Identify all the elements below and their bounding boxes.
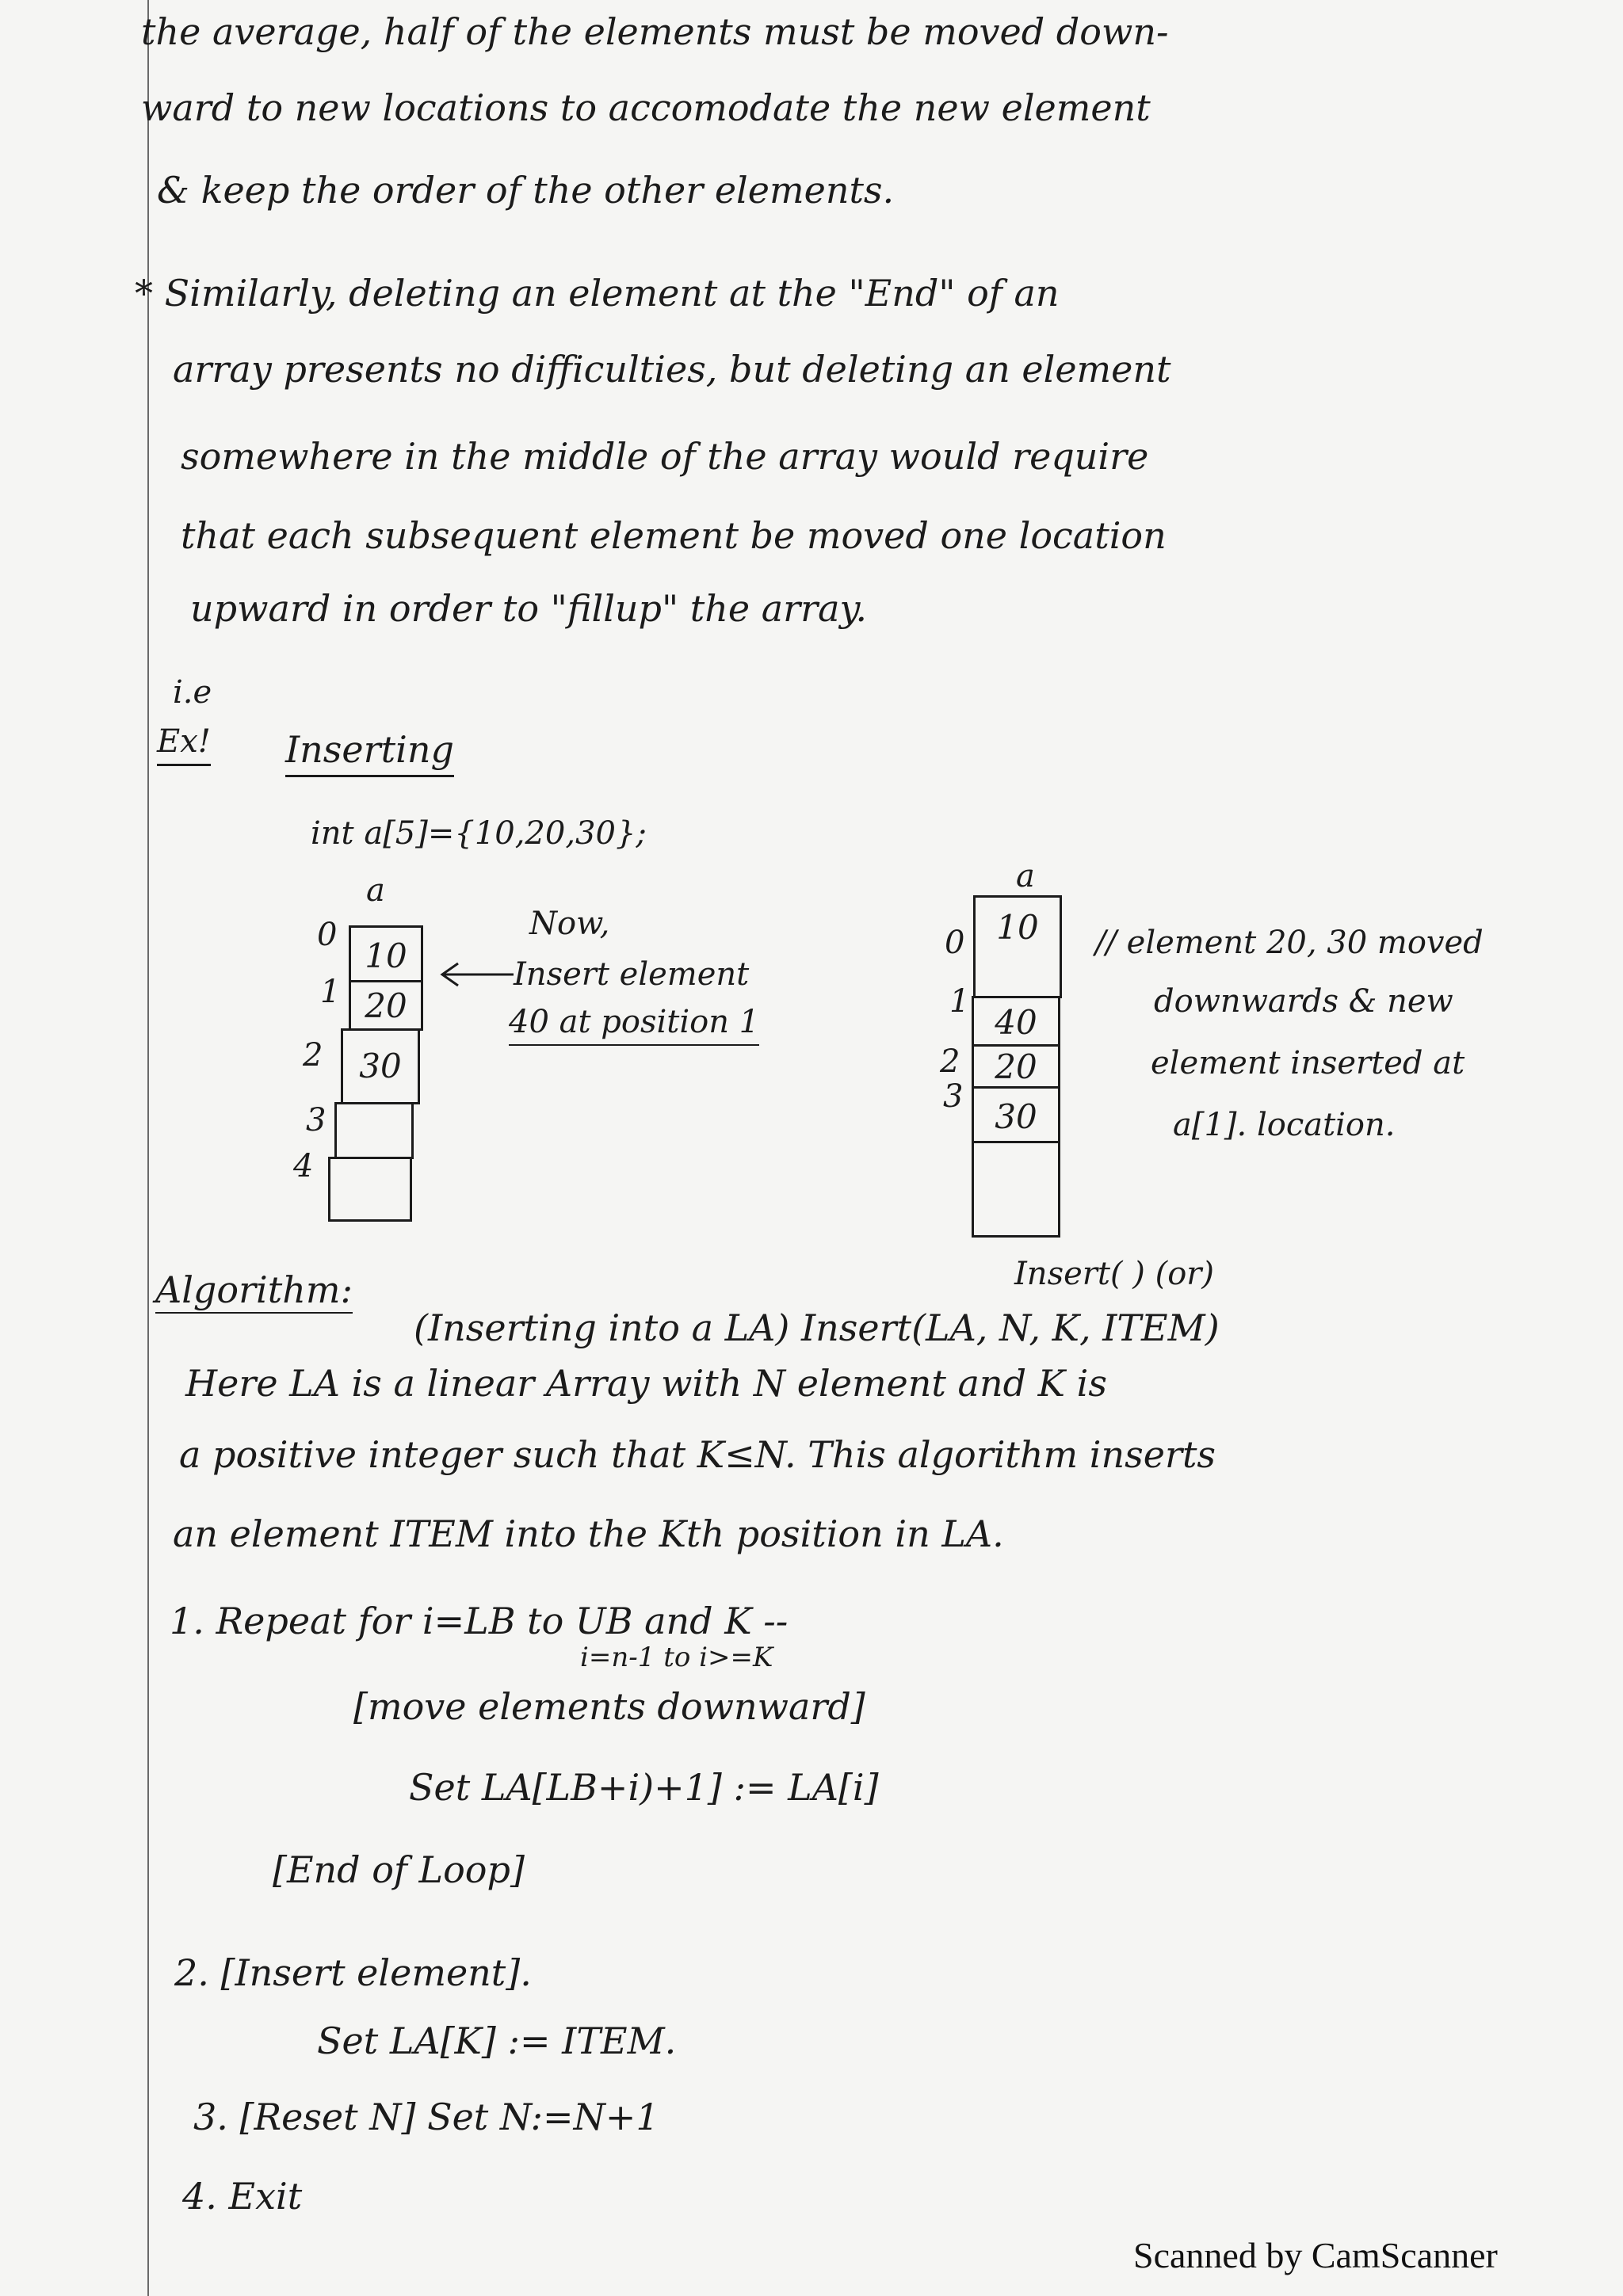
text-line-4: * Similarly, deleting an element at the "End" of an	[135, 272, 1060, 315]
shift-note-line-4: a[1]. location.	[1173, 1107, 1396, 1143]
shift-note-line-2: downwards & new	[1154, 983, 1453, 1020]
algorithm-step-1-note: i=n-1 to i>=K	[580, 1642, 773, 1673]
algorithm-step-1: 1. Repeat for i=LB to UB and K --	[170, 1600, 789, 1642]
array-before-index-4: 4	[293, 1148, 314, 1184]
example-title: Inserting	[285, 727, 454, 777]
algorithm-step-1-comment: [move elements downward]	[353, 1685, 865, 1728]
array-after-cell-2: 20	[972, 1044, 1060, 1089]
text-line-3: & keep the order of the other elements.	[157, 169, 895, 212]
array-after-index-1: 1	[949, 983, 970, 1020]
array-after-cell-3: 30	[972, 1086, 1060, 1143]
text-line-1: the average, half of the elements must be moved down-	[141, 10, 1169, 53]
text-line-5: array presents no difficulties, but deleting an element	[173, 348, 1171, 391]
insert-note-line-2: Insert element	[514, 956, 750, 993]
array-before-index-1: 1	[320, 974, 341, 1010]
array-before-cell-2: 30	[341, 1028, 420, 1104]
array-before-cell-1: 20	[349, 980, 423, 1031]
array-after-cell-4	[972, 1141, 1060, 1238]
algorithm-step-1-end: [End of Loop]	[273, 1848, 525, 1891]
array-after-index-3: 3	[943, 1078, 964, 1115]
array-after-index-0: 0	[945, 925, 965, 961]
shift-note-line-3: element inserted at	[1151, 1045, 1465, 1081]
array-before-cell-0: 10	[349, 925, 423, 982]
array-after-name: a	[1016, 858, 1035, 894]
algorithm-heading-label: Algorithm:	[155, 1268, 353, 1314]
algorithm-alt-name: Insert( ) (or)	[1014, 1256, 1215, 1292]
example-label: Ex!	[157, 723, 211, 766]
algorithm-desc-line-3: an element ITEM into the Kth position in LA.	[173, 1512, 1004, 1555]
algorithm-desc-line-1: Here LA is a linear Array with N element and K is	[185, 1362, 1107, 1405]
array-before-cell-3	[334, 1102, 414, 1159]
scanner-footer: Scanned by CamScanner	[1133, 2235, 1498, 2275]
array-after-index-2: 2	[940, 1043, 960, 1080]
ie-label: i.e	[173, 674, 212, 711]
page-margin-line	[147, 0, 149, 2296]
algorithm-step-2-set: Set LA[K] := ITEM.	[317, 2019, 677, 2062]
shift-note-line-1: // element 20, 30 moved	[1095, 925, 1484, 961]
array-after-cell-0: 10	[973, 895, 1062, 998]
algorithm-step-3: 3. [Reset N] Set N:=N+1	[193, 2096, 659, 2138]
array-after-cell-1: 40	[972, 996, 1060, 1047]
text-line-2: ward to new locations to accomodate the new element	[141, 86, 1151, 129]
text-line-6: somewhere in the middle of the array would require	[181, 435, 1149, 478]
algorithm-step-4: 4. Exit	[182, 2175, 303, 2218]
algorithm-heading-rest: (Inserting into a LA) Insert(LA, N, K, ITEM)	[414, 1306, 1220, 1349]
text-line-7: that each subsequent element be moved one location	[181, 514, 1167, 557]
array-declaration: int a[5]={10,20,30};	[311, 815, 647, 852]
insert-note-line-1: Now,	[529, 906, 610, 942]
array-before-cell-4	[328, 1157, 412, 1222]
array-before-index-3: 3	[306, 1102, 327, 1138]
algorithm-step-2: 2. [Insert element].	[174, 1951, 532, 1994]
text-line-8: upward in order to "fillup" the array.	[190, 587, 868, 630]
algorithm-step-1-set: Set LA[LB+i)+1] := LA[i]	[409, 1766, 879, 1809]
array-before-index-0: 0	[317, 917, 338, 953]
insert-arrow-icon	[436, 959, 515, 990]
insert-note-line-3: 40 at position 1	[509, 1003, 759, 1046]
array-before-index-2: 2	[303, 1037, 323, 1074]
array-before-name: a	[366, 872, 385, 909]
algorithm-desc-line-2: a positive integer such that K≤N. This algorithm inserts	[179, 1433, 1216, 1476]
